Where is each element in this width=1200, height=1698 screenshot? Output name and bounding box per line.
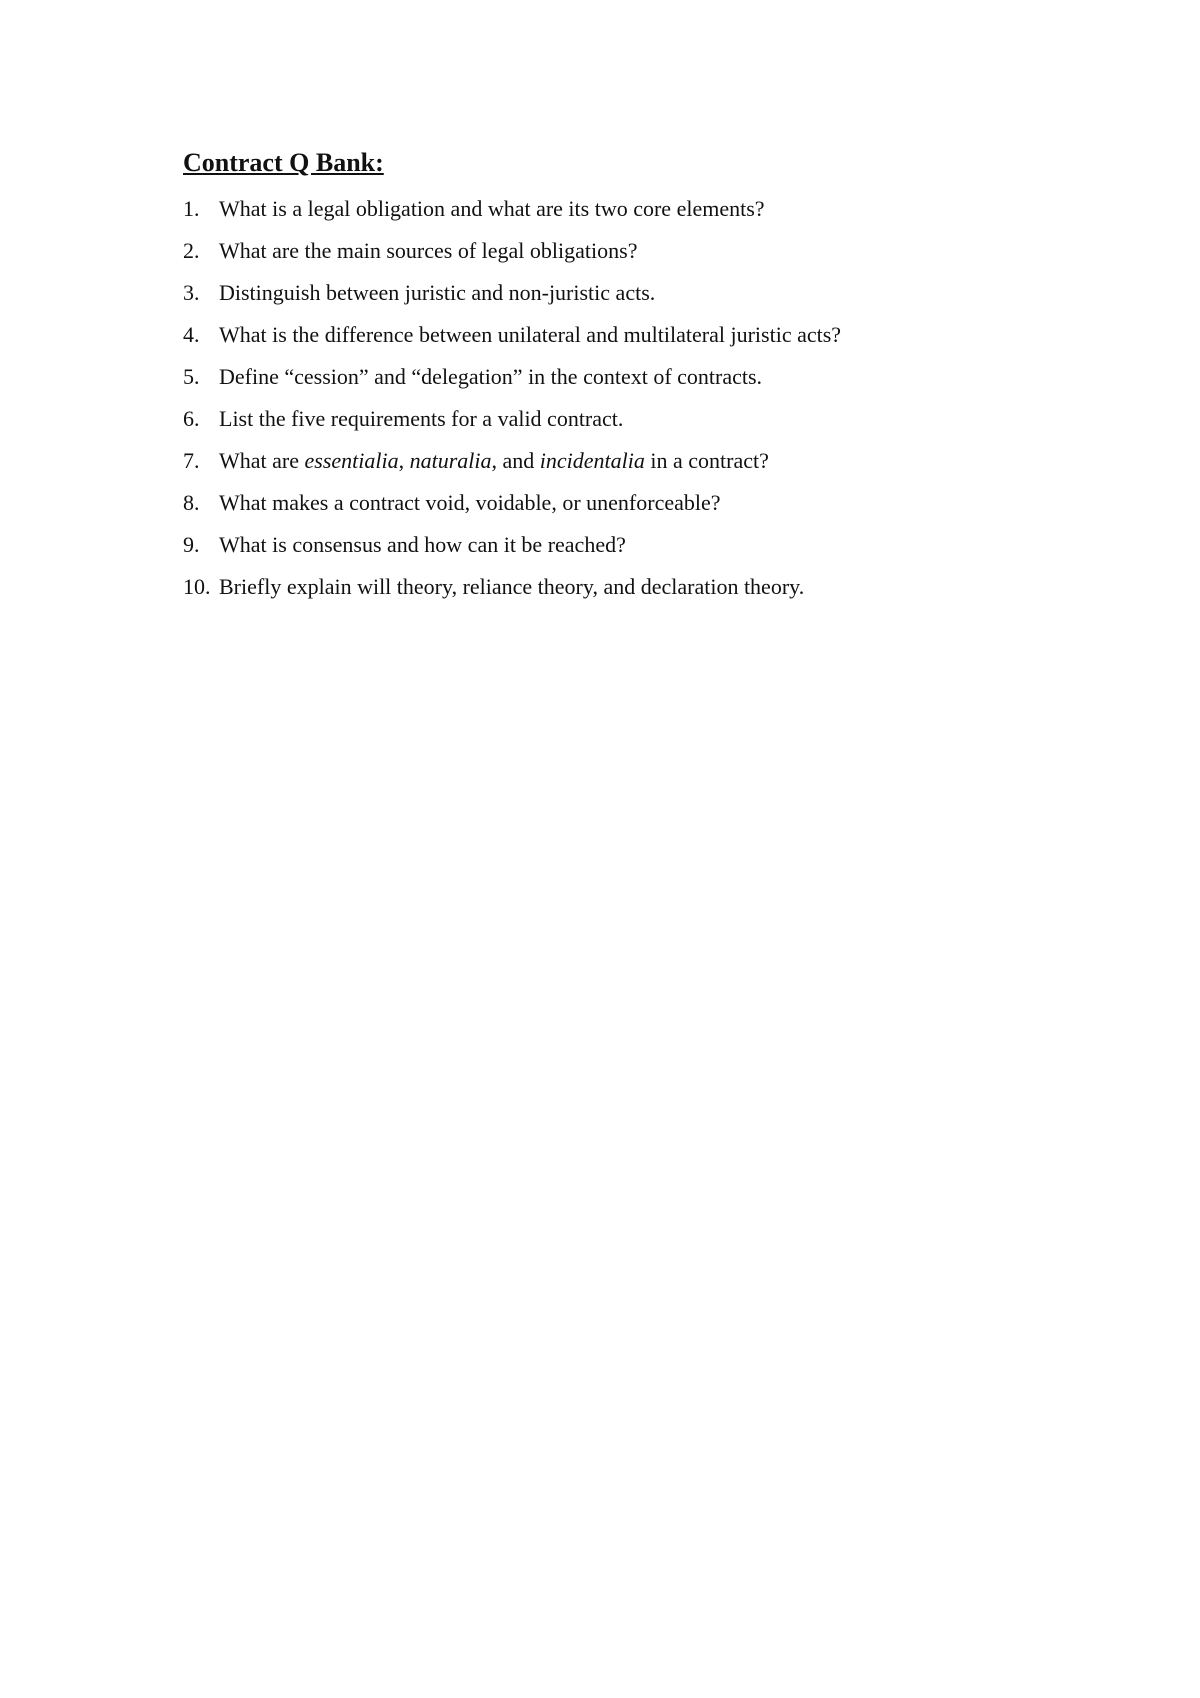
question-number: 9. (183, 532, 200, 557)
question-term-naturalia: naturalia (409, 448, 492, 473)
question-text-part: What are (219, 448, 305, 473)
question-text: What makes a contract void, voidable, or unenforceable? (219, 490, 721, 515)
question-item-7 (183, 446, 1063, 476)
question-text-part: , and (491, 448, 540, 473)
document-title: Contract Q Bank: (183, 148, 384, 177)
question-text: What are the main sources of legal obligations? (219, 238, 638, 263)
question-number: 6. (183, 406, 200, 431)
question-number: 1. (183, 196, 200, 221)
question-item-2 (183, 236, 1063, 266)
question-number: 10. (183, 574, 211, 599)
question-text: What is a legal obligation and what are its two core elements? (219, 196, 765, 221)
question-number: 7. (183, 448, 200, 473)
question-item-4 (183, 320, 1063, 350)
question-item-1 (183, 194, 1063, 224)
question-item-8 (183, 488, 1063, 518)
document-content (183, 146, 1063, 614)
question-item-6 (183, 404, 1063, 434)
question-text: Briefly explain will theory, reliance theory, and declaration theory. (219, 574, 805, 599)
question-item-10 (183, 572, 1063, 602)
question-text: Distinguish between juristic and non-juristic acts. (219, 280, 656, 305)
question-list (183, 194, 1063, 602)
question-term-incidentalia: incidentalia (539, 448, 645, 473)
question-text: What is the difference between unilateral and multilateral juristic acts? (219, 322, 842, 347)
question-number: 4. (183, 322, 200, 347)
question-item-9 (183, 530, 1063, 560)
question-item-5 (183, 362, 1063, 392)
question-number: 8. (183, 490, 200, 515)
question-item-3 (183, 278, 1063, 308)
question-text (219, 446, 1063, 476)
question-number: 2. (183, 238, 200, 263)
question-number: 3. (183, 280, 200, 305)
question-text: List the five requirements for a valid contract. (219, 406, 624, 431)
question-text: Define “cession” and “delegation” in the context of contracts. (219, 364, 763, 389)
question-text-part: in a contract? (644, 448, 769, 473)
question-term-essentialia: essentialia (304, 448, 399, 473)
question-text-part: , (398, 448, 410, 473)
question-text: What is consensus and how can it be reached? (219, 532, 626, 557)
question-number: 5. (183, 364, 200, 389)
